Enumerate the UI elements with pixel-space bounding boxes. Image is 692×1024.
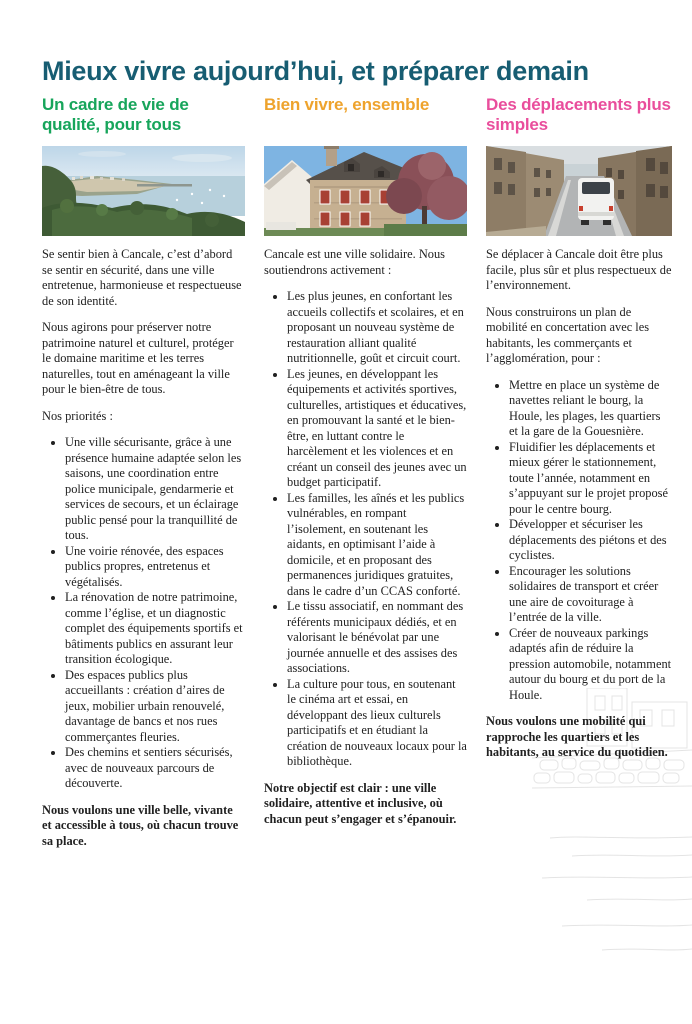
bullet-item: • Le tissu associatif, en nommant des référents municipaux dédiés, et en valorisant le bénévolat par une journée annuelle et des assises des associations. [287,599,467,677]
bullet-item: • La rénovation de notre patrimoine, comme l’église, et un diagnostic complet des équipements sportifs et bâtiments publics en assurant leur transition écologique. [65,590,245,668]
street-shuttle-photo [486,146,672,236]
intro-paragraph: Se déplacer à Cancale doit être plus facile, plus sûr et plus respectueux de l’environnement. [486,247,672,292]
bullet-item: • Encourager les solutions solidaires de transport et créer une aire de covoiturage à l’entrée de la ville. [509,564,672,626]
intro-paragraph: Nous construirons un plan de mobilité en concertation avec les habitants, les commerçants et l’agglomération, pour : [486,304,650,365]
three-column-layout [42,95,672,860]
bullet-item: • Une voirie rénovée, des espaces publics propres, entretenus et végétalisés. [65,544,245,591]
column-3-intro [486,247,672,367]
bullet-item: • Des espaces publics plus accueillants : création d’aires de jeux, mobilier urbain renouvelé, davantage de bancs et nos rues commerçantes fleuries. [65,668,245,746]
bullet-item: • Les plus jeunes, en confortant les accueils collectifs et scolaires, et en proposant un nouveau système de restauration alliant qualité nutritionnelle, goût et circuit court. [287,289,467,367]
column-2-heading: Bien vivre, ensemble [264,95,430,114]
column-1-conclusion: Nous voulons une ville belle, vivante et accessible à tous, où chacun trouve sa place. [42,802,239,848]
column-1-intro [42,247,245,424]
intro-paragraph: Nos priorités : [42,408,113,423]
page-title: Mieux vivre aujourd’hui, et préparer demain [42,56,589,87]
column-cadre-de-vie [42,95,245,860]
bullet-item: • Mettre en place un système de navettes reliant le bourg, la Houle, les plages, les quartiers et la gare de la Gouesnière. [509,378,672,440]
bullet-item: • Une ville sécurisante, grâce à une présence humaine adaptée selon les saisons, une coordination entre police municipale, gendarmerie et services de secours, et un éclairage public pensé pour la tranquillité de tous. [65,435,245,544]
bullet-item: • La culture pour tous, en soutenant le cinéma art et essai, en développant des lieux culturels participatifs et en étudiant la création de nouveaux locaux pour la bibliothèque. [287,677,467,770]
intro-paragraph: Se sentir bien à Cancale, c’est d’abord se sentir en sécurité, dans une ville entretenue, harmonieuse et respectueuse de son identité. [42,247,242,308]
column-1-bullet-list [42,435,245,792]
bullet-item: • Des chemins et sentiers sécurisés, avec de nouveaux parcours de découverte. [65,745,245,792]
intro-paragraph: Nous agirons pour préserver notre patrimoine naturel et culturel, protéger le domaine maritime et les terres naturelles, tout en aménageant la ville pour le bien-être de tous. [42,320,234,396]
intro-paragraph: Cancale est une ville solidaire. Nous soutiendrons activement : [264,247,445,277]
bullet-item: • Créer de nouveaux parkings adaptés afin de réduire la pression automobile, notamment autour du bourg et du port de la Houle. [509,626,672,704]
coastline-photo [42,146,245,236]
column-1-heading: Un cadre de vie de qualité, pour tous [42,95,189,134]
column-2-bullet-list [264,289,467,770]
column-3-conclusion: Nous voulons une mobilité qui rapproche les quartiers et les habitants, au service du quotidien. [486,714,668,759]
bullet-item: • Les jeunes, en développant les équipements et activités sportives, culturelles, artistiques et éducatives, en promouvant la santé et le bien-être, en luttant contre le harcèlement et les violences et en créant un conseil des jeunes avec un budget participatif. [287,367,467,491]
column-3-heading: Des déplacements plus simples [486,95,671,134]
column-2-conclusion: Notre objectif est clair : une ville solidaire, attentive et inclusive, où chacun peut s’engager et s’épanouir. [264,780,457,826]
column-2-intro [264,247,467,278]
column-deplacements [486,95,672,860]
bullet-item: • Les familles, les aînés et les publics vulnérables, en rompant l’isolement, en soutenant les aidants, en optimisant l’aide à domicile, et en proposant des permanences juridiques gratuites, dans le cadre d’un CCAS conforté. [287,491,467,600]
bullet-item: • Fluidifier les déplacements et mieux gérer le stationnement, toute l’année, notamment en s’appuyant sur le projet proposé pour le centre bourg. [509,440,672,518]
column-3-bullet-list [486,378,672,704]
column-bien-vivre [264,95,467,860]
stone-house-photo [264,146,467,236]
column-2-body [264,247,467,827]
column-1-body [42,247,245,849]
bullet-item: • Développer et sécuriser les déplacements des piétons et des cyclistes. [509,517,672,564]
column-3-body [486,247,672,761]
